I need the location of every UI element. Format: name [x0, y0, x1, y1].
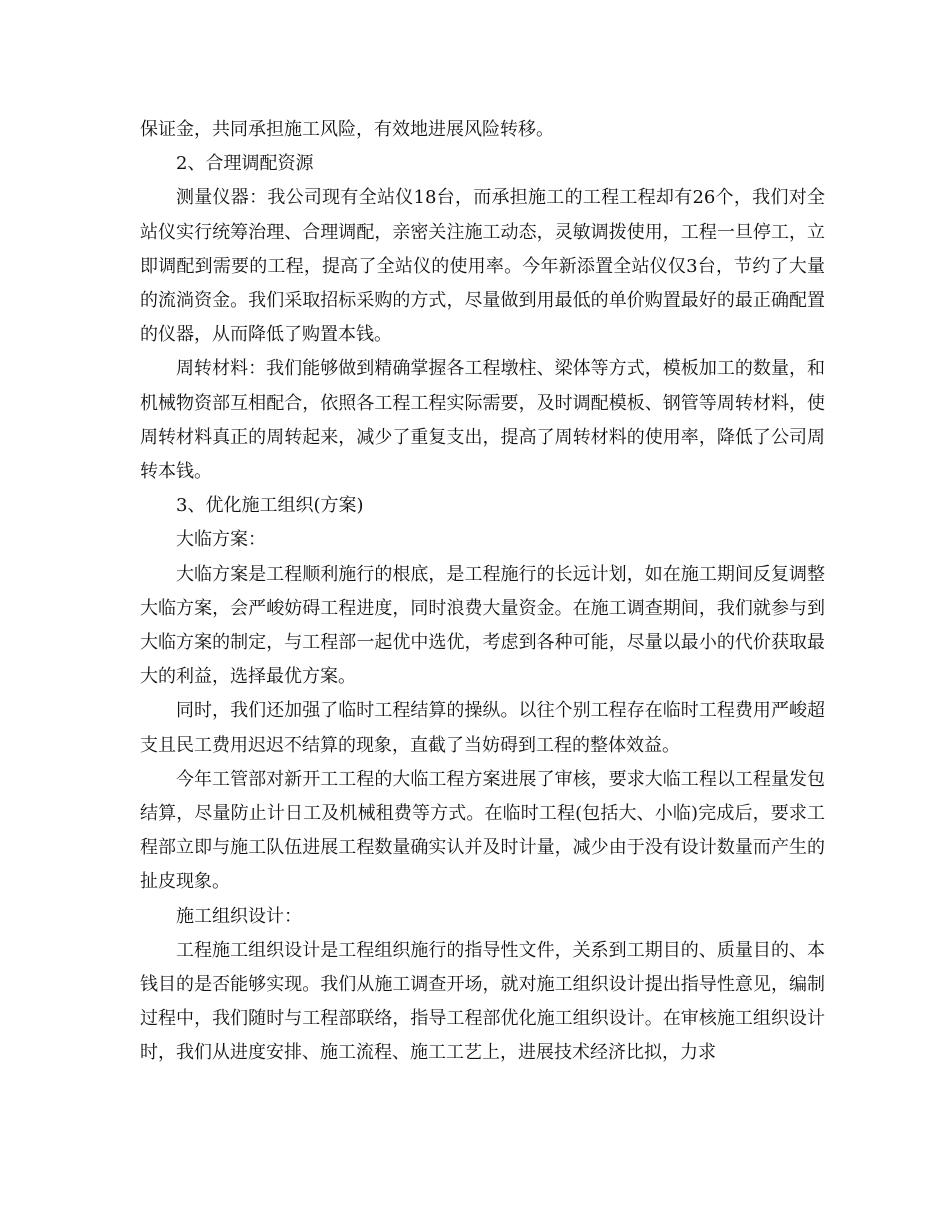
section-heading-construction-organization: 3、优化施工组织(方案) [176, 495, 364, 517]
section-heading-resources: 2、合理调配资源 [176, 153, 314, 175]
paragraph-temporary-works-plan: 大临方案是工程顺利施行的根底，是工程施行的长远计划，如在施工期间反复调整大临方案，会严峻妨碍工程进度，同时浪费大量资金。在施工调查期间，我们就参与到大临方案的制定，与工程部一起优中选优，考虑到各种可能，尽量以最小的代价获取最大的利益，选择最优方案。 [140, 563, 825, 688]
paragraph-turnover-materials: 周转材料：我们能够做到精确掌握各工程墩柱、梁体等方式，模板加工的数量，和机械物资部互相配合，依照各工程工程实际需要，及时调配模板、钢管等周转材料，使周转材料真正的周转起来，减少了重复支出，提高了周转材料的使用率，降低了公司周转本钱。 [140, 358, 825, 483]
subheading-construction-design: 施工组织设计： [176, 905, 302, 927]
document-body [140, 113, 825, 1071]
paragraph-temporary-settlement-control: 同时，我们还加强了临时工程结算的操纵。以往个别工程存在临时工程费用严峻超支且民工费用迟迟不结算的现象，直截了当妨碍到工程的整体效益。 [140, 700, 825, 756]
paragraph-survey-instruments: 测量仪器：我公司现有全站仪18台，而承担施工的工程工程却有26个，我们对全站仪实行统筹治理、合理调配，亲密关注施工动态，灵敏调拨使用，工程一旦停工，立即调配到需要的工程，提高了全站仪的使用率。今年新添置全站仪仅3台，节约了大量的流淌资金。我们采取招标采购的方式，尽量做到用最低的单价购置最好的最正确配置的仪器，从而降低了购置本钱。 [140, 187, 825, 346]
subheading-temporary-works-plan: 大临方案： [176, 529, 266, 551]
paragraph-annual-review: 今年工管部对新开工工程的大临工程方案进展了审核，要求大临工程以工程量发包结算，尽量防止计日工及机械租费等方式。在临时工程(包括大、小临)完成后，要求工程部立即与施工队伍进展工程数量确实认并及时计量，减少由于没有设计数量而产生的扯皮现象。 [140, 768, 825, 893]
paragraph-deposit-continuation: 保证金，共同承担施工风险，有效地进展风险转移。 [140, 119, 554, 140]
paragraph-construction-design: 工程施工组织设计是工程组织施行的指导性文件，关系到工期目的、质量目的、本钱目的是否能够实现。我们从施工调查开场，就对施工组织设计提出指导性意见，编制过程中，我们随时与工程部联络，指导工程部优化施工组织设计。在审核施工组织设计时，我们从进度安排、施工流程、施工工艺上，进展技术经济比拟，力求 [140, 939, 825, 1064]
